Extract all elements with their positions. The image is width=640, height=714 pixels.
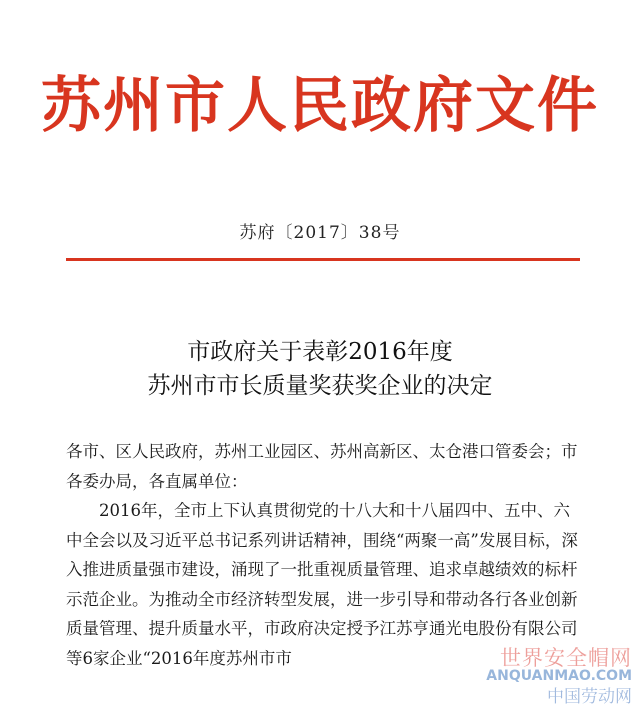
recipients-paragraph: 各市、区人民政府，苏州工业园区、苏州高新区、太仓港口管委会；市各委办局，各直属单位： (66, 442, 578, 491)
watermark-line-1: 世界安全帽网 (500, 646, 632, 670)
red-divider-rule (66, 258, 580, 261)
body-paragraph-1: 2016年，全市上下认真贯彻党的十八大和十八届四中、五中、六中全会以及习近平总书记系列讲话精神，围绕“两聚一高”发展目标，深入推进质量强市建设，涌现了一批重视质量管理、追求卓越绩效的标杆示范企业。为推动全市经济转型发展，进一步引导和带动各行各业创新质量管理、提升质量水平，市政府决定授予江苏亨通光电股份有限公司等6家企业“2016年度苏州市市 (66, 501, 578, 668)
decision-title-line-2: 苏州市市长质量奖获奖企业的决定 (147, 373, 493, 399)
watermark-line-2: ANQUANMAO.COM (486, 668, 632, 684)
document-number: 苏府〔2017〕38号 (239, 223, 401, 243)
document-body (66, 437, 586, 673)
decision-title-line-1: 市政府关于表彰2016年度 (187, 339, 453, 365)
document-masthead: 苏州市人民政府文件 (41, 71, 599, 141)
decision-title (0, 335, 640, 403)
watermark-line-3: 中国劳动网 (547, 687, 632, 707)
